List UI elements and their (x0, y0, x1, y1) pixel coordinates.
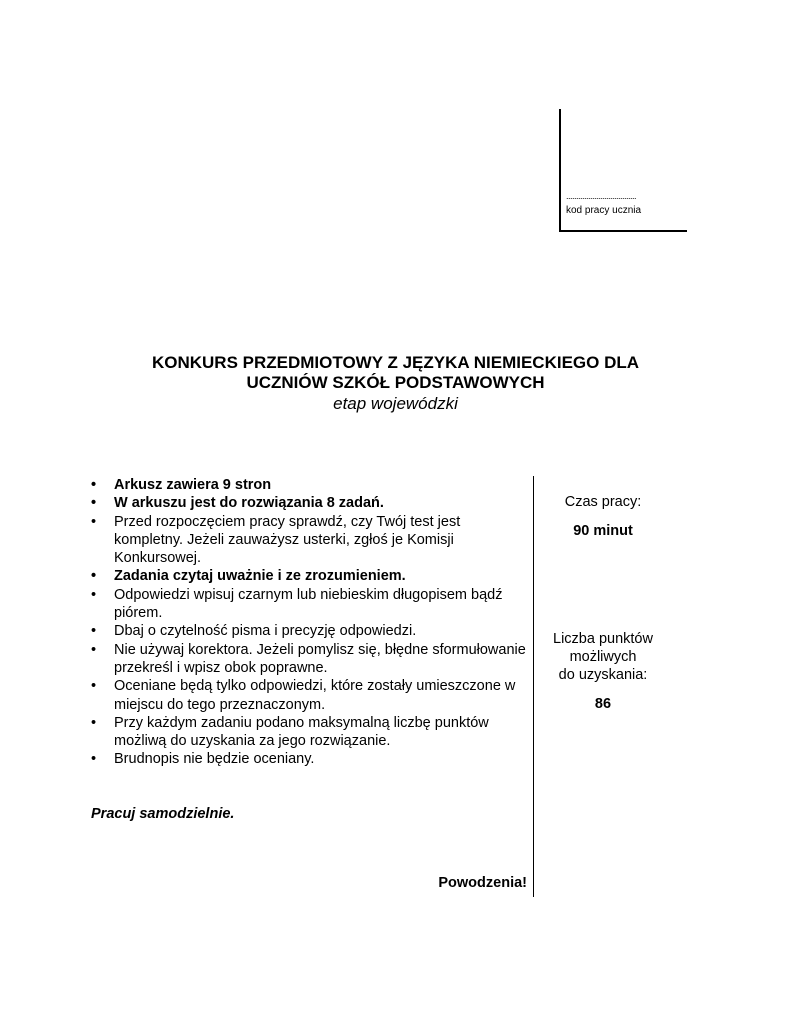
list-item (91, 513, 531, 568)
list-item (91, 641, 531, 678)
bullet-icon: • (91, 586, 97, 603)
page-title (0, 353, 791, 415)
instruction-text: Przy każdym zadaniu podano maksymalną liczbę punktów możliwą do uzyskania za jego rozwiązanie. (114, 714, 489, 750)
list-item (91, 567, 531, 585)
bullet-icon: • (91, 568, 97, 585)
list-item (91, 586, 531, 623)
instruction-text: Dbaj o czytelność pisma i precyzję odpowiedzi. (114, 623, 417, 640)
time-value: 90 minut (573, 523, 633, 539)
title-line-1: KONKURS PRZEDMIOTOWY Z JĘZYKA NIEMIECKIEGO DLA (151, 353, 640, 372)
list-item (91, 622, 531, 640)
points-label-line-2: możliwych (569, 649, 637, 665)
instruction-text: W arkuszu jest do rozwiązania 8 zadań. (114, 495, 384, 512)
bullet-icon: • (91, 623, 97, 640)
list-item (91, 750, 531, 768)
bullet-icon: • (91, 495, 97, 512)
title-line-2: UCZNIÓW SZKÓŁ PODSTAWOWYCH (246, 373, 545, 392)
instruction-text: Przed rozpoczęciem pracy sprawdź, czy Twój test jest kompletny. Jeżeli zauważysz usterki, zgłoś je Komisji Konkursowej. (114, 513, 461, 567)
work-alone-note: Pracuj samodzielnie. (91, 806, 235, 822)
instruction-text: Zadania czytaj uważnie i ze zrozumieniem. (114, 568, 406, 585)
bullet-icon: • (91, 714, 97, 731)
page-subtitle: etap wojewódzki (333, 394, 458, 413)
list-item (91, 677, 531, 714)
student-code-field: ................................... (566, 191, 637, 201)
instruction-text: Brudnopis nie będzie oceniany. (114, 751, 315, 768)
list-item (91, 494, 531, 512)
points-label-line-1: Liczba punktów (553, 631, 653, 647)
instruction-text: Nie używaj korektora. Jeżeli pomylisz się, błędne sformułowanie przekreśl i wpisz obok poprawne. (114, 641, 526, 676)
list-item (91, 714, 531, 751)
instruction-text: Odpowiedzi wpisuj czarnym lub niebieskim długopisem bądź piórem. (114, 586, 503, 622)
column-divider (533, 476, 534, 897)
bullet-icon: • (91, 678, 97, 695)
bullet-icon: • (91, 641, 97, 658)
bullet-icon: • (91, 513, 97, 530)
points-value: 86 (594, 696, 612, 712)
bullet-icon: • (91, 477, 97, 493)
instruction-text: Arkusz zawiera 9 stron (114, 477, 272, 493)
instruction-text: Oceniane będą tylko odpowiedzi, które zostały umieszczone w miejscu do tego przeznaczonym. (114, 678, 516, 713)
list-item (91, 476, 531, 494)
time-label: Czas pracy: (564, 494, 642, 510)
student-code-box (559, 109, 687, 232)
student-code-label: kod pracy ucznia (566, 205, 642, 216)
instructions-list (91, 476, 531, 769)
good-luck-note: Powodzenia! (438, 875, 527, 891)
bullet-icon: • (91, 751, 97, 768)
points-label-line-3: do uzyskania: (558, 667, 648, 683)
